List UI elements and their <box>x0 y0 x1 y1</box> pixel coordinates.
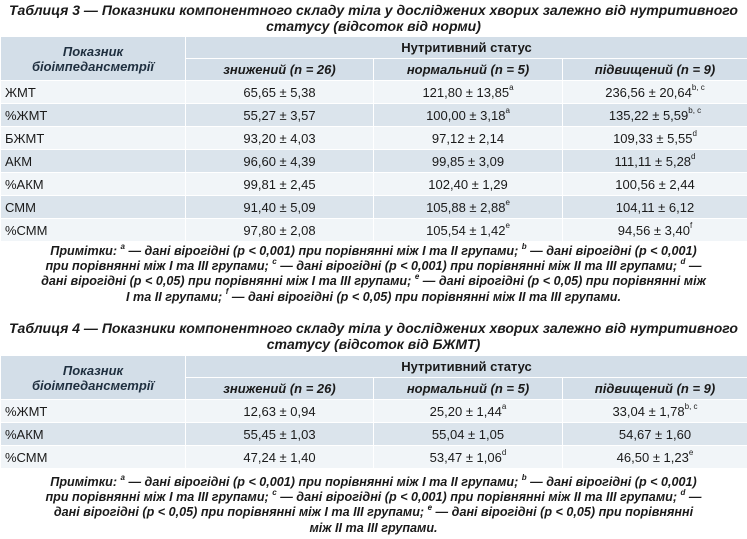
cell-value: 54,67 ± 1,60 <box>618 426 692 442</box>
cell-normal <box>374 150 563 173</box>
cell-increased <box>563 104 747 127</box>
cell-value: 25,20 ± 1,44 <box>429 403 502 419</box>
cell-sup: f <box>689 221 693 231</box>
row-name: ЖМТ <box>1 81 186 104</box>
footnote-line <box>0 505 747 520</box>
cell-reduced: 55,27 ± 3,57 <box>186 104 374 127</box>
footnote-sup: b <box>521 241 527 251</box>
cell-reduced: 99,81 ± 2,45 <box>186 173 374 196</box>
row-name: БЖМТ <box>1 127 186 150</box>
cell-value: 100,56 ± 2,44 <box>615 176 695 192</box>
cell-increased <box>563 423 747 446</box>
footnote-line <box>0 490 747 505</box>
footnote-text: дані вірогідні (p < 0,05) при порівнянні між I та III групами; <box>41 274 415 289</box>
cell-value: 100,00 ± 3,18 <box>426 107 506 123</box>
footnote-sup: c <box>272 488 277 498</box>
cell-increased <box>563 400 747 423</box>
cell-value: 94,56 ± 3,40 <box>617 222 690 238</box>
cell-reduced: 91,40 ± 5,09 <box>186 196 374 219</box>
table-row <box>1 400 747 423</box>
footnote-label: Примітки: <box>50 475 118 489</box>
cell-sup: b, c <box>691 83 705 93</box>
footnote-line <box>0 521 747 536</box>
table3-indicator-header <box>1 37 186 81</box>
cell-normal <box>374 446 563 469</box>
footnote-text: при порівнянні між I та III групами; <box>45 259 273 274</box>
cell-increased <box>563 196 747 219</box>
table4-indicator-line2: біоімпедансметрії <box>31 377 155 393</box>
cell-value: 46,50 ± 1,23 <box>616 449 689 465</box>
footnote-sup: e <box>414 272 420 282</box>
table3-indicator-line1: Показник <box>62 43 124 59</box>
table4-status-header: Нутритивний статус <box>186 356 747 378</box>
table4-col-normal: нормальний (n = 5) <box>374 378 563 400</box>
row-name: %ЖМТ <box>1 400 186 423</box>
cell-reduced: 93,20 ± 4,03 <box>186 127 374 150</box>
footnote-text: — дані вірогідні (p < 0,05) при порівнянні між <box>419 274 706 289</box>
row-name: СММ <box>1 196 186 219</box>
cell-value: 102,40 ± 1,29 <box>428 176 508 192</box>
footnote-sup: d <box>680 488 686 498</box>
row-name: АКМ <box>1 150 186 173</box>
cell-reduced: 65,65 ± 5,38 <box>186 81 374 104</box>
table4-caption <box>0 320 747 352</box>
cell-value: 53,47 ± 1,06 <box>429 449 502 465</box>
footnote-text: — дані вірогідні (p < 0,001) при порівнянні між II та III групами; <box>276 490 681 505</box>
table3 <box>0 36 747 242</box>
footnote-text: — дані вірогідні (p < 0,001) <box>526 244 697 258</box>
cell-reduced: 47,24 ± 1,40 <box>186 446 374 469</box>
cell-value: 105,54 ± 1,42 <box>426 222 506 238</box>
table3-status-header: Нутритивний статус <box>186 37 747 59</box>
footnote-sup: e <box>427 503 433 513</box>
footnote-text: — дані вірогідні (p < 0,001) <box>526 475 697 489</box>
footnote-sup: f <box>225 287 229 297</box>
table-row <box>1 446 747 469</box>
cell-normal <box>374 196 563 219</box>
footnote-text: — дані вірогідні (p < 0,001) при порівнянні між I та II групами; <box>124 475 522 489</box>
table3-caption-line1: Таблиця 3 — Показники компонентного складу тіла у досліджених хворих залежно від нутритивного <box>9 2 738 18</box>
cell-value: 33,04 ± 1,78 <box>612 403 685 419</box>
table4-col-increased: підвищений (n = 9) <box>563 378 747 400</box>
cell-normal <box>374 400 563 423</box>
cell-reduced: 96,60 ± 4,39 <box>186 150 374 173</box>
cell-sup: a <box>505 106 510 116</box>
footnote-line <box>0 274 747 289</box>
footnote-text: — дані вірогідні (p < 0,001) при порівнянні між I та II групами; <box>124 244 522 258</box>
cell-sup: d <box>692 129 697 139</box>
cell-sup: a <box>509 83 514 93</box>
footnote-text: I та II групами; <box>126 289 226 304</box>
footnote-sup: c <box>272 257 277 267</box>
footnote-text: між II та III групами. <box>309 520 438 535</box>
cell-increased <box>563 173 747 196</box>
cell-normal <box>374 423 563 446</box>
footnote-sup: b <box>521 472 527 482</box>
cell-increased <box>563 219 747 242</box>
cell-value: 121,80 ± 13,85 <box>422 84 510 100</box>
cell-normal <box>374 219 563 242</box>
table3-caption <box>0 2 747 34</box>
footnote-text: — <box>685 490 702 505</box>
row-name: %АКМ <box>1 173 186 196</box>
footnote-line <box>0 259 747 274</box>
cell-sup: e <box>688 448 694 458</box>
cell-value: 105,88 ± 2,88 <box>426 199 506 215</box>
table3-caption-line2: статусу (відсоток від норми) <box>266 18 481 34</box>
table-row <box>1 219 747 242</box>
table4-indicator-line1: Показник <box>62 362 124 378</box>
footnote-sup: a <box>120 472 125 482</box>
cell-sup: e <box>505 198 510 208</box>
footnote-line <box>0 472 747 490</box>
cell-reduced: 12,63 ± 0,94 <box>186 400 374 423</box>
cell-sup: e <box>505 221 510 231</box>
footnote-line <box>0 287 747 305</box>
footnote-text: — дані вірогідні (p < 0,001) при порівнянні між II та III групами; <box>276 259 681 274</box>
cell-sup: b, c <box>688 106 702 116</box>
table4-indicator-header <box>1 356 186 400</box>
cell-value: 55,04 ± 1,05 <box>431 426 505 442</box>
cell-sup: b, c <box>684 402 698 412</box>
table3-col-reduced: знижений (n = 26) <box>186 59 374 81</box>
table4-col-reduced: знижений (n = 26) <box>186 378 374 400</box>
cell-value: 104,11 ± 6,12 <box>615 199 695 215</box>
cell-sup: d <box>691 152 696 162</box>
table3-indicator-line2: біоімпедансметрії <box>31 58 155 74</box>
table3-col-increased: підвищений (n = 9) <box>563 59 747 81</box>
cell-normal <box>374 81 563 104</box>
table3-footnote <box>0 241 747 305</box>
footnote-text: — дані вірогідні (p < 0,05) при порівнянні між II та III групами. <box>228 289 621 304</box>
cell-normal <box>374 104 563 127</box>
cell-reduced: 97,80 ± 2,08 <box>186 219 374 242</box>
cell-increased <box>563 127 747 150</box>
table4 <box>0 355 747 469</box>
cell-value: 111,11 ± 5,28 <box>614 153 692 169</box>
cell-normal <box>374 173 563 196</box>
table-row <box>1 196 747 219</box>
footnote-text: — <box>685 259 702 274</box>
row-name: %СММ <box>1 446 186 469</box>
row-name: %АКМ <box>1 423 186 446</box>
cell-sup: a <box>501 402 507 412</box>
footnote-sup: d <box>680 257 686 267</box>
cell-value: 97,12 ± 2,14 <box>431 130 505 146</box>
table-row <box>1 423 747 446</box>
footnote-sup: a <box>120 241 125 251</box>
footnote-text: при порівнянні між I та III групами; <box>45 490 273 505</box>
cell-value: 236,56 ± 20,64 <box>605 84 692 100</box>
table-row <box>1 127 747 150</box>
cell-increased <box>563 150 747 173</box>
table-row <box>1 173 747 196</box>
table-row <box>1 104 747 127</box>
footnote-line <box>0 241 747 259</box>
row-name: %ЖМТ <box>1 104 186 127</box>
table4-caption-line1: Таблиця 4 — Показники компонентного складу тіла у досліджених хворих залежно від нутритивного <box>9 320 738 336</box>
table4-footnote <box>0 472 747 536</box>
cell-value: 135,22 ± 5,59 <box>608 107 689 123</box>
table-row <box>1 81 747 104</box>
cell-reduced: 55,45 ± 1,03 <box>186 423 374 446</box>
cell-increased <box>563 81 747 104</box>
cell-normal <box>374 127 563 150</box>
cell-value: 99,85 ± 3,09 <box>431 153 505 169</box>
footnote-label: Примітки: <box>50 244 118 258</box>
cell-sup: d <box>501 448 507 458</box>
table4-caption-line2: статусу (відсоток від БЖМТ) <box>266 336 481 352</box>
table-row <box>1 150 747 173</box>
footnote-text: дані вірогідні (p < 0,05) при порівнянні між I та III групами; <box>53 505 428 520</box>
table3-col-normal: нормальний (n = 5) <box>374 59 563 81</box>
footnote-text: — дані вірогідні (p < 0,05) при порівнянні <box>432 505 694 520</box>
cell-value: 109,33 ± 5,55 <box>613 130 693 146</box>
cell-increased <box>563 446 747 469</box>
row-name: %СММ <box>1 219 186 242</box>
